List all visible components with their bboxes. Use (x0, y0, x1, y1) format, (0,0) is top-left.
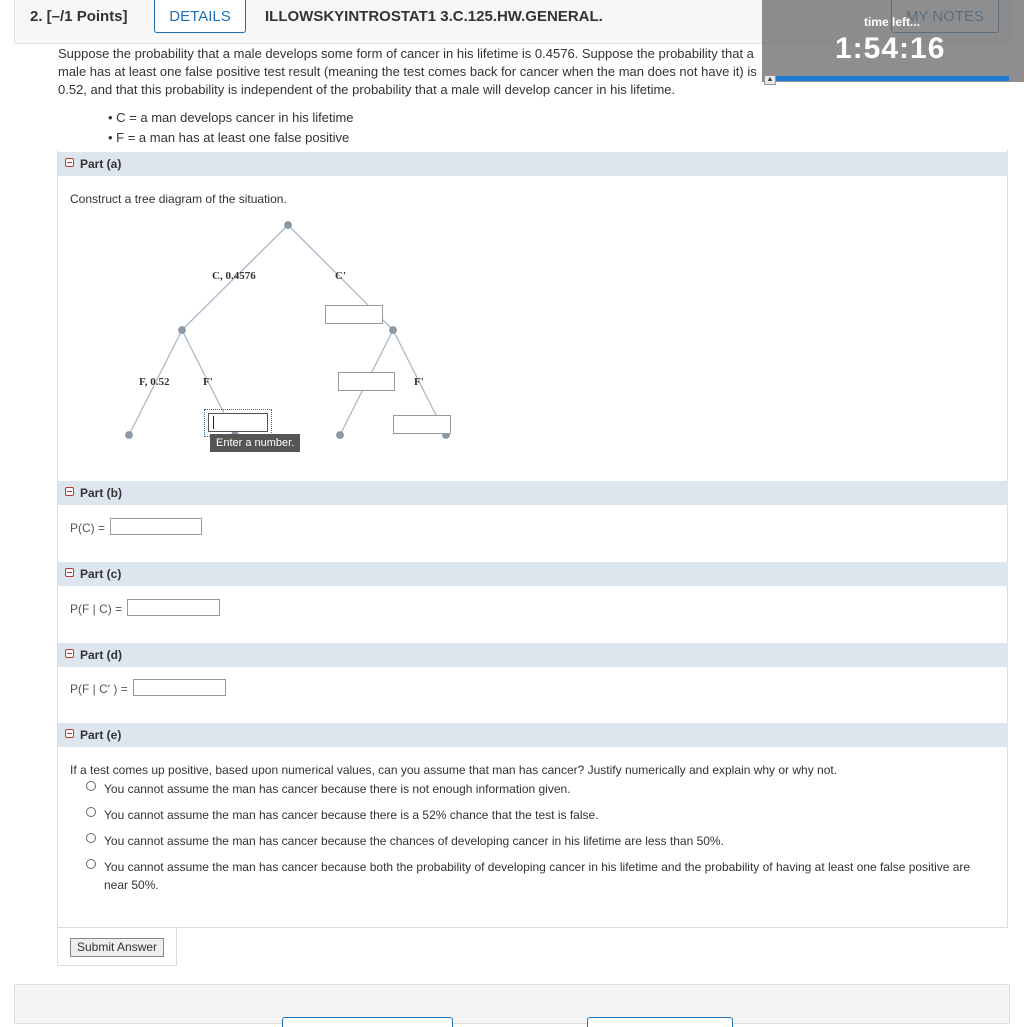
collapse-icon[interactable] (65, 487, 74, 496)
collapse-icon[interactable] (65, 729, 74, 738)
part-a-instruction: Construct a tree diagram of the situation. (70, 192, 287, 206)
tree-label-f-left: F, 0.52 (139, 376, 170, 388)
details-button[interactable]: DETAILS (154, 0, 246, 33)
tree-label-f-prime-left: F' (203, 376, 213, 388)
tree-label-c-prime: C' (335, 270, 346, 282)
submit-answer-button[interactable]: Submit Answer (70, 938, 164, 957)
part-c-prompt: P(F | C) = (70, 602, 123, 616)
footer-button-left[interactable] (282, 1017, 453, 1027)
node-c-prime (390, 327, 397, 334)
cprime-f-probability-input[interactable] (338, 372, 395, 391)
part-b-header[interactable]: Part (b) (58, 481, 1008, 505)
question-number: 2. [–/1 Points] (30, 8, 128, 25)
collapse-icon[interactable] (65, 649, 74, 658)
leaf-cprime-f (337, 432, 344, 439)
part-a-header[interactable]: Part (a) (58, 152, 1008, 176)
root-node (285, 222, 292, 229)
timer-label: time left... (864, 15, 921, 29)
input-tooltip: Enter a number. (210, 434, 300, 452)
text-caret (213, 416, 214, 429)
radio-button[interactable] (86, 781, 96, 791)
part-b-prompt: P(C) = (70, 521, 106, 535)
timer-progress-bar (776, 76, 1009, 81)
c-prime-probability-input[interactable] (325, 305, 383, 324)
footer-panel (14, 984, 1010, 1024)
footer-button-right[interactable] (587, 1017, 733, 1027)
p-f-given-c-prime-input[interactable] (133, 679, 226, 696)
radio-button[interactable] (86, 833, 96, 843)
part-e-header[interactable]: Part (e) (58, 723, 1008, 747)
part-c-header[interactable]: Part (c) (58, 562, 1008, 586)
p-f-given-c-input[interactable] (127, 599, 220, 616)
part-d-header[interactable]: Part (d) (58, 643, 1008, 667)
p-c-input[interactable] (110, 518, 202, 535)
radio-button[interactable] (86, 807, 96, 817)
collapse-icon[interactable] (65, 568, 74, 577)
part-d-prompt: P(F | C' ) = (70, 682, 128, 696)
tree-label-c: C, 0.4576 (212, 270, 256, 282)
part-e-question: If a test comes up positive, based upon numerical values, can you assume that man has cancer? Justify numerically and explain why or why not. (70, 763, 838, 777)
question-text: Suppose the probability that a male develops some form of cancer in his lifetime is 0.4576. Suppose the probability that a male has at least one false positive test result (meaning the test comes back for cancer when the man does not have it) is 0.52, and that this probability is independent of the probability that a male will develop cancer in his lifetime. (58, 46, 757, 97)
c-f-prime-probability-input[interactable] (208, 413, 268, 432)
timer-collapse-icon[interactable]: ▲ (764, 75, 776, 85)
cprime-f-prime-probability-input[interactable] (393, 415, 451, 434)
node-c (179, 327, 186, 334)
definition-item-f: • F = a man has at least one false positive (108, 130, 350, 145)
leaf-c-f (126, 432, 133, 439)
radio-button[interactable] (86, 859, 96, 869)
timer-value: 1:54:16 (835, 32, 946, 65)
assignment-title: ILLOWSKYINTROSTAT1 3.C.125.HW.GENERAL. (265, 8, 603, 25)
tree-label-f-prime-right: F' (414, 376, 424, 388)
definition-item-c: • C = a man develops cancer in his lifetime (108, 110, 354, 125)
